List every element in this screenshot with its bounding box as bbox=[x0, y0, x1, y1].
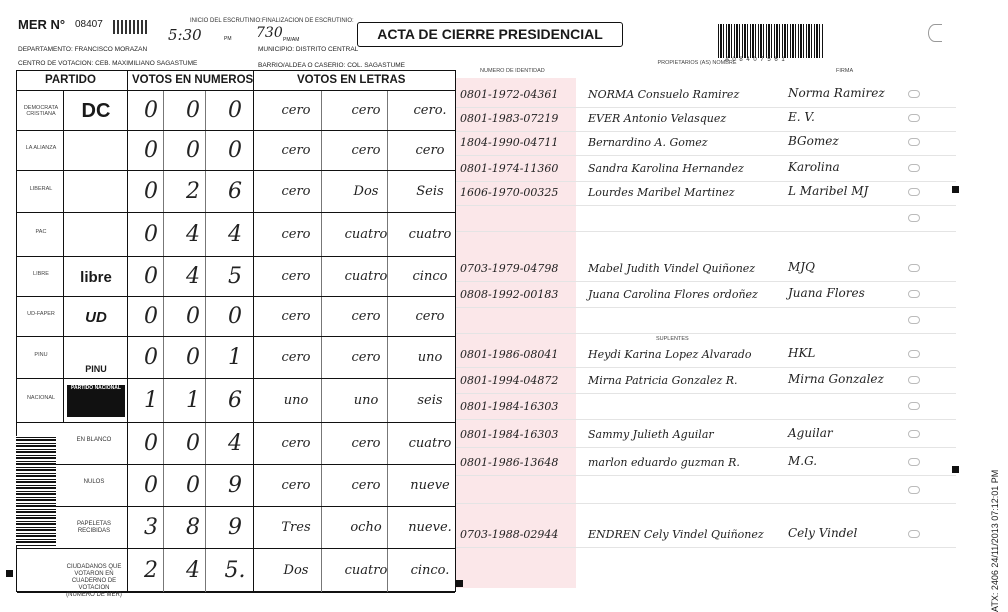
vote-word: cuatro bbox=[344, 227, 388, 242]
party-name: LA ALIANZA bbox=[25, 145, 57, 151]
vote-digit: 0 bbox=[144, 473, 158, 498]
vote-digit: 0 bbox=[186, 345, 200, 370]
vote-digit: 0 bbox=[144, 264, 158, 289]
column-divider bbox=[387, 91, 388, 130]
vote-digit: 0 bbox=[144, 222, 158, 247]
party-name: NACIONAL bbox=[26, 395, 56, 401]
vote-word: ocho bbox=[350, 520, 382, 535]
party-name: UD-FAPER bbox=[27, 311, 55, 317]
member-signature: Mirna Gonzalez bbox=[788, 372, 884, 386]
voting-center-line: CENTRO DE VOTACION: CEB. MAXIMILIANO SAGASTUME bbox=[18, 60, 198, 67]
column-divider bbox=[163, 465, 164, 506]
column-divider bbox=[127, 71, 128, 591]
member-id: 1804-1990-04711 bbox=[460, 136, 559, 149]
column-divider bbox=[205, 379, 206, 422]
member-row bbox=[456, 368, 956, 394]
column-divider bbox=[321, 297, 322, 336]
member-row bbox=[456, 256, 956, 282]
binding-hole bbox=[908, 316, 920, 324]
vote-word: cuatro bbox=[344, 563, 388, 578]
binding-hole bbox=[908, 164, 920, 172]
binding-hole bbox=[908, 430, 920, 438]
suplentes-label: SUPLENTES bbox=[656, 336, 689, 342]
member-name: Bernardino A. Gomez bbox=[588, 136, 708, 149]
vote-word: cero bbox=[281, 478, 311, 493]
end-time: 730 bbox=[256, 25, 283, 41]
vote-word: cero bbox=[281, 350, 311, 365]
column-divider bbox=[205, 465, 206, 506]
member-name: Sandra Karolina Hernandez bbox=[588, 162, 744, 175]
vote-word: cero bbox=[415, 309, 445, 324]
column-divider bbox=[387, 379, 388, 422]
column-divider bbox=[205, 297, 206, 336]
vote-digit: 1 bbox=[144, 388, 158, 413]
party-logo bbox=[67, 135, 125, 167]
side-barcode bbox=[16, 436, 56, 546]
column-divider bbox=[321, 465, 322, 506]
member-row bbox=[456, 282, 956, 308]
member-signature: BGomez bbox=[788, 134, 839, 148]
vote-digit: 4 bbox=[186, 264, 200, 289]
vote-digit: 4 bbox=[228, 431, 242, 456]
end-label: FINALIZACION DE ESCRUTINIO: bbox=[262, 18, 354, 24]
vote-word: cero bbox=[281, 436, 311, 451]
member-row bbox=[456, 394, 956, 420]
vote-word: cero bbox=[415, 143, 445, 158]
registration-mark bbox=[456, 580, 463, 587]
summary-row bbox=[17, 507, 455, 549]
party-row bbox=[17, 337, 455, 379]
member-row bbox=[456, 156, 956, 182]
column-divider bbox=[321, 423, 322, 464]
row-label: PAPELETAS RECIBIDAS bbox=[76, 521, 112, 534]
member-name: Mabel Judith Vindel Quiñonez bbox=[588, 262, 756, 275]
start-ampm: PM bbox=[224, 36, 232, 42]
member-row bbox=[456, 130, 956, 156]
registration-mark bbox=[952, 186, 959, 193]
member-signature: Aguilar bbox=[788, 426, 833, 440]
column-divider bbox=[163, 379, 164, 422]
vote-word: cinco bbox=[412, 269, 448, 284]
summary-row bbox=[17, 549, 455, 598]
column-divider bbox=[63, 257, 64, 296]
member-signature: Juana Flores bbox=[788, 286, 865, 300]
vote-digit: 5 bbox=[228, 264, 242, 289]
summary-row bbox=[17, 423, 455, 465]
row-label: NULOS bbox=[83, 479, 105, 485]
column-divider bbox=[253, 71, 254, 591]
vote-word: cero bbox=[351, 103, 381, 118]
column-divider bbox=[63, 297, 64, 336]
start-time: 5:30 bbox=[168, 26, 202, 44]
barcode-text: A 0 8 4 0 7 5 6 1 bbox=[725, 57, 786, 63]
vote-digit: 0 bbox=[228, 98, 242, 123]
start-label: INICIO DEL ESCRUTINIO: bbox=[190, 18, 262, 24]
header-partido: PARTIDO bbox=[45, 74, 96, 86]
neighborhood-line: BARRIO/ALDEA O CASERIO: COL. SAGASTUME bbox=[258, 62, 406, 69]
member-id: 1606-1970-00325 bbox=[460, 186, 559, 199]
end-ampm: PM/AM bbox=[283, 37, 300, 43]
vote-digit: 0 bbox=[228, 138, 242, 163]
binding-hole bbox=[908, 214, 920, 222]
logo-mark bbox=[113, 20, 147, 34]
vote-digit: 0 bbox=[186, 473, 200, 498]
registration-mark bbox=[952, 466, 959, 473]
member-name: Mirna Patricia Gonzalez R. bbox=[588, 374, 738, 387]
member-name: marlon eduardo guzman R. bbox=[588, 456, 740, 469]
member-name: EVER Antonio Velasquez bbox=[588, 112, 727, 125]
member-id: 0801-1974-11360 bbox=[460, 162, 559, 175]
vote-digit: 1 bbox=[186, 388, 200, 413]
vote-digit: 4 bbox=[228, 222, 242, 247]
vote-digit: 0 bbox=[186, 98, 200, 123]
party-row bbox=[17, 213, 455, 257]
vote-digit: 1 bbox=[228, 345, 242, 370]
vote-word: Dos bbox=[353, 184, 379, 199]
member-row bbox=[456, 422, 956, 448]
member-id: 0703-1988-02944 bbox=[460, 528, 559, 541]
party-row bbox=[17, 91, 455, 131]
vote-digit: 0 bbox=[144, 138, 158, 163]
column-divider bbox=[205, 171, 206, 212]
vote-word: cuatro bbox=[344, 269, 388, 284]
column-divider bbox=[63, 171, 64, 212]
vote-word: uno bbox=[353, 393, 379, 408]
vote-word: uno bbox=[283, 393, 309, 408]
member-signature: Norma Ramirez bbox=[788, 86, 885, 100]
column-divider bbox=[163, 171, 164, 212]
municipality-line: MUNICIPIO: DISTRITO CENTRAL bbox=[258, 46, 359, 53]
column-divider bbox=[163, 91, 164, 130]
member-signature: HKL bbox=[788, 346, 816, 360]
member-id: 0801-1983-07219 bbox=[460, 112, 559, 125]
binding-hole bbox=[908, 350, 920, 358]
party-name: DEMOCRATA CRISTIANA bbox=[23, 105, 59, 117]
member-signature: MJQ bbox=[788, 260, 815, 274]
column-divider bbox=[63, 131, 64, 170]
column-divider bbox=[163, 337, 164, 378]
column-divider bbox=[321, 337, 322, 378]
vote-digit: 2 bbox=[186, 179, 200, 204]
column-divider bbox=[387, 549, 388, 592]
column-divider bbox=[387, 507, 388, 548]
vote-table bbox=[16, 70, 456, 598]
vote-digit: 3 bbox=[144, 515, 158, 540]
column-divider bbox=[321, 213, 322, 256]
member-id: 0801-1986-08041 bbox=[460, 348, 559, 361]
member-name: Sammy Julieth Aguilar bbox=[588, 428, 714, 441]
vote-word: cero bbox=[351, 309, 381, 324]
vote-word: cero bbox=[281, 269, 311, 284]
binding-hole bbox=[908, 290, 920, 298]
vote-word: cinco. bbox=[410, 563, 450, 578]
column-divider bbox=[205, 423, 206, 464]
member-row bbox=[456, 308, 956, 334]
vote-digit: 0 bbox=[186, 138, 200, 163]
vote-word: cero bbox=[281, 184, 311, 199]
member-signature: E. V. bbox=[788, 110, 815, 124]
column-divider bbox=[321, 131, 322, 170]
vote-word: cuatro bbox=[408, 227, 452, 242]
page-notch bbox=[928, 24, 942, 42]
party-row bbox=[17, 297, 455, 337]
column-divider bbox=[63, 213, 64, 256]
column-divider bbox=[321, 507, 322, 548]
vote-digit: 0 bbox=[144, 179, 158, 204]
member-signature: Cely Vindel bbox=[788, 526, 858, 540]
member-row bbox=[456, 206, 956, 232]
vote-digit: 8 bbox=[186, 515, 200, 540]
member-id: 0703-1979-04798 bbox=[460, 262, 559, 275]
member-id: 0801-1984-16303 bbox=[460, 428, 559, 441]
column-divider bbox=[321, 549, 322, 592]
member-name: Heydi Karina Lopez Alvarado bbox=[588, 348, 752, 361]
member-id: 0801-1994-04872 bbox=[460, 374, 559, 387]
party-logo: PARTIDO NACIONAL bbox=[67, 385, 125, 417]
party-logo: libre bbox=[80, 268, 112, 286]
column-divider bbox=[163, 423, 164, 464]
member-row bbox=[456, 82, 956, 108]
party-name: PINU bbox=[34, 352, 48, 358]
member-row bbox=[456, 106, 956, 132]
vote-digit: 2 bbox=[144, 558, 158, 583]
column-divider bbox=[205, 337, 206, 378]
column-divider bbox=[205, 507, 206, 548]
party-row bbox=[17, 171, 455, 213]
party-name: LIBERAL bbox=[29, 186, 53, 192]
vote-word: Dos bbox=[283, 563, 309, 578]
member-row bbox=[456, 180, 956, 206]
column-divider bbox=[63, 91, 64, 130]
binding-hole bbox=[908, 530, 920, 538]
vote-word: seis bbox=[417, 393, 443, 408]
mer-label: MER N° bbox=[18, 17, 66, 32]
column-divider bbox=[387, 257, 388, 296]
column-divider bbox=[387, 423, 388, 464]
binding-hole bbox=[908, 264, 920, 272]
column-divider bbox=[63, 337, 64, 378]
row-label: CIUDADANOS QUE VOTARON EN CUADERNO DE VOTACION (NUMERO DE MER) bbox=[66, 564, 122, 598]
party-logo: UD bbox=[85, 308, 107, 326]
member-name: NORMA Consuelo Ramirez bbox=[588, 88, 740, 101]
table-header bbox=[17, 71, 455, 91]
column-divider bbox=[387, 131, 388, 170]
barcode bbox=[718, 24, 824, 58]
member-name: Juana Carolina Flores ordoñez bbox=[588, 288, 758, 301]
binding-hole bbox=[908, 376, 920, 384]
department-line: DEPARTAMENTO: FRANCISCO MORAZAN bbox=[18, 46, 148, 53]
mer-number: 08407 bbox=[75, 19, 103, 30]
vote-word: cero bbox=[351, 143, 381, 158]
member-name: ENDREN Cely Vindel Quiñonez bbox=[588, 528, 764, 541]
vote-digit: 0 bbox=[144, 98, 158, 123]
vote-word: cuatro bbox=[408, 436, 452, 451]
column-divider bbox=[205, 131, 206, 170]
column-divider bbox=[163, 213, 164, 256]
vote-word: nueve bbox=[410, 478, 450, 493]
binding-hole bbox=[908, 188, 920, 196]
binding-hole bbox=[908, 114, 920, 122]
column-divider bbox=[205, 257, 206, 296]
column-divider bbox=[321, 257, 322, 296]
party-logo bbox=[67, 219, 125, 251]
vote-digit: 0 bbox=[144, 345, 158, 370]
vote-word: nueve. bbox=[408, 520, 452, 535]
page-title: ACTA DE CIERRE PRESIDENCIAL bbox=[357, 22, 623, 47]
column-divider bbox=[163, 297, 164, 336]
binding-hole bbox=[908, 458, 920, 466]
summary-row bbox=[17, 465, 455, 507]
column-divider bbox=[63, 379, 64, 422]
column-divider bbox=[387, 465, 388, 506]
row-label: EN BLANCO bbox=[76, 437, 112, 443]
header-votos-letras: VOTOS EN LETRAS bbox=[297, 74, 406, 86]
vote-digit: 5. bbox=[224, 558, 246, 583]
column-divider bbox=[387, 171, 388, 212]
vote-digit: 0 bbox=[144, 304, 158, 329]
vote-digit: 0 bbox=[186, 304, 200, 329]
column-divider bbox=[321, 171, 322, 212]
vote-digit: 9 bbox=[228, 473, 242, 498]
member-signature: M.G. bbox=[788, 454, 818, 468]
column-divider bbox=[321, 379, 322, 422]
vote-digit: 4 bbox=[186, 222, 200, 247]
vote-word: Tres bbox=[281, 520, 311, 535]
party-name: PAC bbox=[35, 229, 47, 235]
vote-digit: 6 bbox=[228, 388, 242, 413]
member-row bbox=[456, 342, 956, 368]
member-id: 0808-1992-00183 bbox=[460, 288, 559, 301]
side-stamp: ATX: 2406 24/11/2013 07:12:01 PM bbox=[990, 469, 1000, 612]
column-divider bbox=[387, 297, 388, 336]
member-signature: L Maribel MJ bbox=[788, 184, 869, 198]
member-panel bbox=[456, 60, 956, 600]
column-divider bbox=[387, 213, 388, 256]
vote-word: cero bbox=[351, 478, 381, 493]
party-logo bbox=[67, 176, 125, 208]
member-id: 0801-1984-16303 bbox=[460, 400, 559, 413]
binding-hole bbox=[908, 90, 920, 98]
column-divider bbox=[321, 91, 322, 130]
col-head-name: PROPIETARIOS (AS) NOMBRE bbox=[657, 60, 737, 66]
vote-word: cero bbox=[281, 103, 311, 118]
member-row bbox=[456, 522, 956, 548]
vote-word: cero bbox=[351, 436, 381, 451]
vote-digit: 9 bbox=[228, 515, 242, 540]
vote-word: cero. bbox=[413, 103, 447, 118]
party-row bbox=[17, 257, 455, 297]
column-divider bbox=[163, 131, 164, 170]
party-row bbox=[17, 379, 455, 423]
vote-word: cero bbox=[281, 227, 311, 242]
column-divider bbox=[205, 213, 206, 256]
party-name: LIBRE bbox=[33, 271, 49, 277]
vote-word: uno bbox=[417, 350, 443, 365]
vote-word: cero bbox=[281, 143, 311, 158]
binding-hole bbox=[908, 138, 920, 146]
column-divider bbox=[205, 549, 206, 592]
vote-digit: 0 bbox=[186, 431, 200, 456]
column-divider bbox=[387, 337, 388, 378]
member-name: Lourdes Maribel Martinez bbox=[588, 186, 735, 199]
member-id: 0801-1972-04361 bbox=[460, 88, 559, 101]
col-head-signature: FIRMA bbox=[836, 68, 854, 74]
registration-mark bbox=[6, 570, 13, 577]
vote-word: cero bbox=[281, 309, 311, 324]
header-votos-numeros: VOTOS EN NUMEROS bbox=[132, 74, 254, 86]
column-divider bbox=[205, 91, 206, 130]
column-divider bbox=[163, 257, 164, 296]
column-divider bbox=[163, 507, 164, 548]
vote-digit: 6 bbox=[228, 179, 242, 204]
party-logo: DC bbox=[81, 99, 111, 122]
member-row bbox=[456, 450, 956, 476]
column-divider bbox=[163, 549, 164, 592]
vote-digit: 0 bbox=[228, 304, 242, 329]
vote-digit: 0 bbox=[144, 431, 158, 456]
member-row bbox=[456, 478, 956, 504]
member-id: 0801-1986-13648 bbox=[460, 456, 559, 469]
party-row bbox=[17, 131, 455, 171]
vote-word: cero bbox=[351, 350, 381, 365]
vote-digit: 4 bbox=[186, 558, 200, 583]
vote-word: Seis bbox=[416, 184, 444, 199]
col-head-id: NUMERO DE IDENTIDAD bbox=[480, 68, 545, 74]
party-logo: PINU bbox=[85, 364, 107, 374]
binding-hole bbox=[908, 402, 920, 410]
binding-hole bbox=[908, 486, 920, 494]
member-signature: Karolina bbox=[788, 160, 840, 174]
